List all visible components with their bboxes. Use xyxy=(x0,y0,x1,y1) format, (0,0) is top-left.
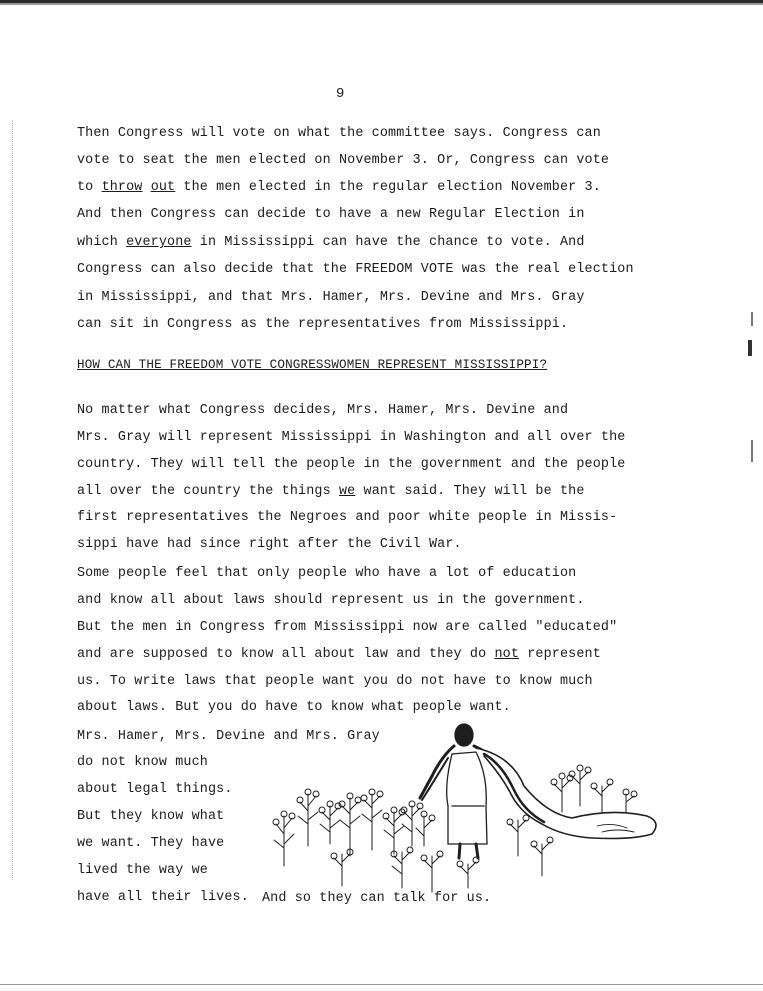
paragraph3-line5: us. To write laws that people want you do not have to know much xyxy=(77,674,593,689)
paragraph2-line4: all over the country the things we want said. They will be the xyxy=(77,484,585,499)
paragraph1-line7: in Mississippi, and that Mrs. Hamer, Mrs. Devine and Mrs. Gray xyxy=(77,290,585,305)
paragraph4-line2: do not know much xyxy=(77,755,208,770)
paragraph1-line5: which everyone in Mississippi can have the chance to vote. And xyxy=(77,235,585,250)
paragraph3-line1: Some people feel that only people who have a lot of education xyxy=(77,566,577,581)
paragraph4-line7a: have all their lives. xyxy=(77,890,249,905)
scan-left-edge xyxy=(12,120,13,880)
paragraph2-line2: Mrs. Gray will represent Mississippi in Washington and all over the xyxy=(77,430,626,445)
paragraph4-line5: we want. They have xyxy=(77,836,225,851)
scan-top-edge xyxy=(0,0,763,7)
woman-head xyxy=(455,724,473,746)
scan-speck xyxy=(751,440,753,462)
woman-picking-cotton-illustration xyxy=(262,716,672,896)
paragraph1-line3: to throw out the men elected in the regular election November 3. xyxy=(77,180,601,195)
paragraph3-line2: and know all about laws should represent us in the government. xyxy=(77,593,585,608)
woman-dress xyxy=(447,752,487,844)
paragraph4-line4: But they know what xyxy=(77,809,225,824)
paragraph2-line5: first representatives the Negroes and poor white people in Missis- xyxy=(77,510,618,525)
page-number: 9 xyxy=(336,86,345,102)
paragraph3-line6: about laws. But you do have to know what people want. xyxy=(77,700,511,715)
paragraph1-line6: Congress can also decide that the FREEDOM VOTE was the real election xyxy=(77,262,634,277)
paragraph1-line2: vote to seat the men elected on November 3. Or, Congress can vote xyxy=(77,153,610,168)
section-heading: HOW CAN THE FREEDOM VOTE CONGRESSWOMEN REPRESENT MISSISSIPPI? xyxy=(77,358,548,372)
paragraph2-line3: country. They will tell the people in the government and the people xyxy=(77,457,626,472)
paragraph3-line4: and are supposed to know all about law and they do not represent xyxy=(77,647,601,662)
cotton-plants-left xyxy=(273,789,435,866)
paragraph4-line3: about legal things. xyxy=(77,782,233,797)
paragraph4-line7b: And so they can talk for us. xyxy=(262,891,492,906)
paragraph2-line1: No matter what Congress decides, Mrs. Hamer, Mrs. Devine and xyxy=(77,403,569,418)
paragraph1-line8: can sit in Congress as the representatives from Mississippi. xyxy=(77,317,569,332)
paragraph2-line6: sippi have had since right after the Civil War. xyxy=(77,537,462,552)
paragraph4-line1: Mrs. Hamer, Mrs. Devine and Mrs. Gray xyxy=(77,729,380,744)
paragraph1-line4: And then Congress can decide to have a new Regular Election in xyxy=(77,207,585,222)
cotton-plants-front xyxy=(331,847,479,892)
paragraph3-line3: But the men in Congress from Mississippi now are called "educated" xyxy=(77,620,618,635)
paragraph1-line1: Then Congress will vote on what the committee says. Congress can xyxy=(77,126,601,141)
paragraph4-line6: lived the way we xyxy=(77,863,208,878)
scan-speck xyxy=(751,312,753,326)
scan-speck xyxy=(748,340,752,356)
